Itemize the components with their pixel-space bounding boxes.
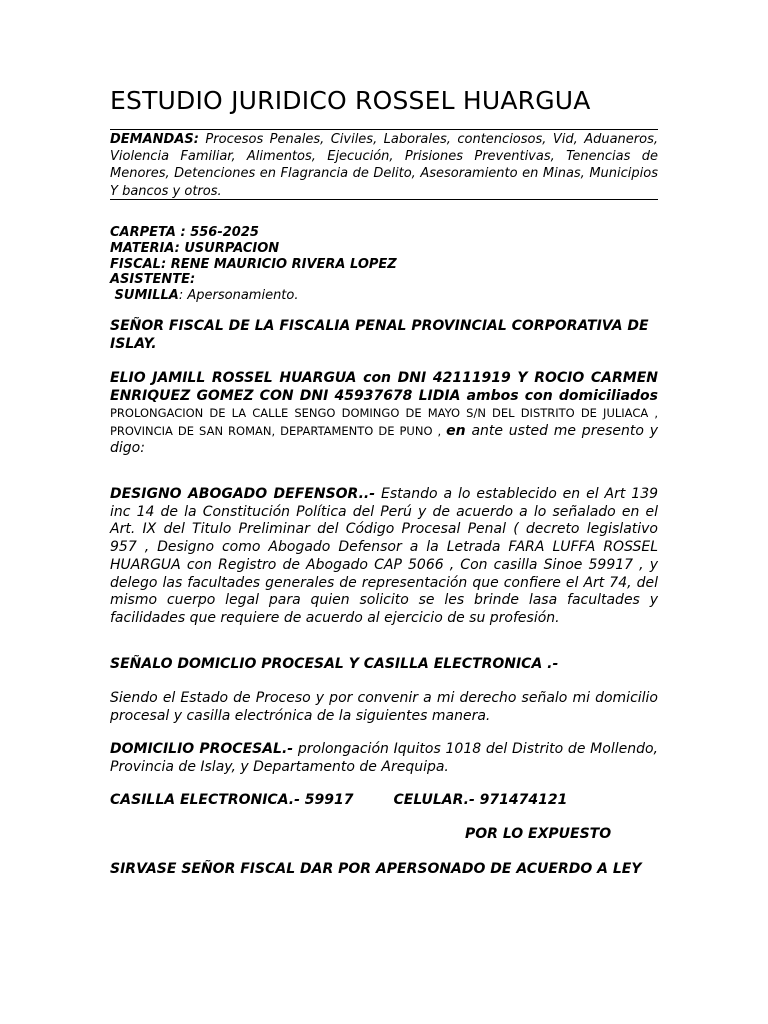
celular-value: CELULAR.- 971474121 xyxy=(393,792,568,808)
designo-label: DESIGNO ABOGADO DEFENSOR..- xyxy=(110,486,376,502)
addressee: SEÑOR FISCAL DE LA FISCALIA PENAL PROVINCIAL CORPORATIVA DE ISLAY. xyxy=(110,318,649,352)
domicilio-paragraph xyxy=(110,741,658,776)
firm-title: ESTUDIO JURIDICO ROSSEL HUARGUA xyxy=(110,86,591,115)
carpeta-line: CARPETA : 556-2025 xyxy=(110,225,259,240)
sumilla-line xyxy=(110,288,658,304)
domicilio-label: DOMICILIO PROCESAL.- xyxy=(110,741,294,757)
demandas-label: DEMANDAS: xyxy=(110,132,199,147)
closing-request: SIRVASE SEÑOR FISCAL DAR POR APERSONADO DE ACUERDO A LEY xyxy=(110,861,642,877)
case-header xyxy=(110,225,658,304)
designo-paragraph xyxy=(110,486,658,628)
parties-en: en xyxy=(446,422,466,439)
demandas-paragraph xyxy=(110,131,658,200)
demandas-text: Procesos Penales, Civiles, Laborales, contenciosos, Vid, Aduaneros, Violencia Familiar, Alimentos, Ejecución, Prisiones Preventivas, Tenencias de Menores, Detenciones en Flagrancia de Delito, Asesoramiento en Minas, Municipios Y bancos y otros. xyxy=(110,132,658,199)
parties-names: ELIO JAMILL ROSSEL HUARGUA con DNI 42111919 Y ROCIO CARMEN ENRIQUEZ GOMEZ CON DNI 45937678 LIDIA ambos con domiciliados xyxy=(110,370,658,404)
parties-paragraph xyxy=(110,370,658,458)
asistente-line: ASISTENTE: xyxy=(110,272,196,288)
por-lo-expuesto: POR LO EXPUESTO xyxy=(465,826,612,842)
casilla-value: CASILLA ELECTRONICA.- 59917 xyxy=(110,792,354,808)
sumilla-text: : Apersonamiento. xyxy=(178,288,299,304)
parties-end: ante usted me presento y digo: xyxy=(110,422,658,456)
designo-text: Estando a lo establecido en el Art 139 inc 14 de la Constitución Política del Perú y de acuerdo a lo señalado en el Art. IX del Titulo Preliminar del Código Procesal Penal ( decreto legislativo 957 , Designo como Abogado Defensor a la Letrada FARA LUFFA ROSSEL HUARGUA con Registro de Abogado CAP 5066 , Con casilla Sinoe 59917 , y delego las facultades generales de representación que confiere el Art 74, del mismo cuerpo legal para quien solicito se les brinde lasa facultades y facilidades que requiere de acuerdo al ejercicio de su profesión. xyxy=(110,486,659,626)
parties-address: PROLONGACION DE LA CALLE SENGO DOMINGO DE MAYO S/N DEL DISTRITO DE JULIACA , PROVINCIA DE SAN ROMAN, DEPARTAMENTO DE PUNO , xyxy=(110,406,658,438)
materia-line: MATERIA: USURPACION xyxy=(110,240,280,256)
fiscal-line: FISCAL: RENE MAURICIO RIVERA LOPEZ xyxy=(110,256,397,272)
casilla-line xyxy=(110,792,658,808)
siendo-paragraph: Siendo el Estado de Proceso y por convenir a mi derecho señalo mi domicilio procesal y casilla electrónica de la siguientes manera. xyxy=(110,690,658,724)
top-divider xyxy=(110,129,658,130)
bottom-divider xyxy=(110,199,658,200)
sumilla-label: SUMILLA xyxy=(114,288,179,304)
senalo-heading: SEÑALO DOMICLIO PROCESAL Y CASILLA ELECTRONICA .- xyxy=(110,656,559,672)
domicilio-text: prolongación Iquitos 1018 del Distrito de Mollendo, Provincia de Islay, y Departamento de Arequipa. xyxy=(110,741,658,775)
